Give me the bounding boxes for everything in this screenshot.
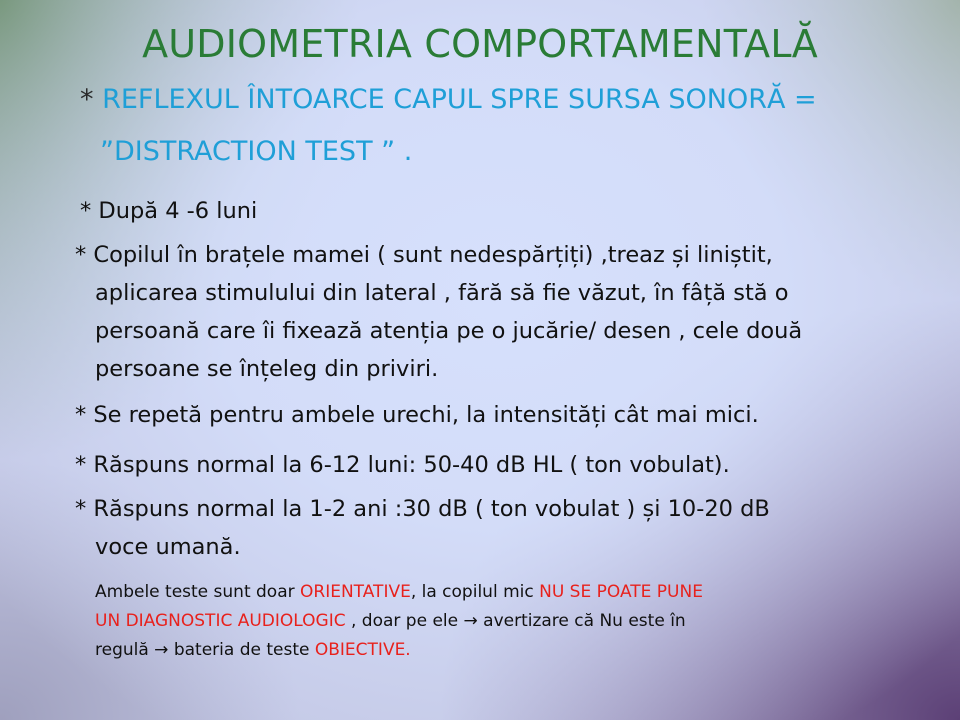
bullet-age [80,192,257,230]
subtitle-line-1 [80,84,817,115]
note-line-2 [95,607,703,636]
bullet-line: voce umană. [95,534,241,560]
bullet-response-6-12 [75,446,730,484]
note-text: , la copilul mic [410,582,540,602]
subtitle-line-2: ”DISTRACTION TEST ” . [100,136,413,167]
note-emphasis-diagnostic: UN DIAGNOSTIC AUDIOLOGIC [95,611,346,631]
note-emphasis-orientative: ORIENTATIVE [300,582,411,602]
bullet-line: * Răspuns normal la 6-12 luni: 50-40 dB HL ( ton vobulat). [75,452,730,478]
bullet-line: * Răspuns normal la 1-2 ani :30 dB ( ton vobulat ) și 10-20 dB [75,496,770,522]
note-paragraph [95,578,703,665]
slide-title: AUDIOMETRIA COMPORTAMENTALĂ [142,22,818,66]
note-text: regulă → bateria de teste [95,640,315,660]
note-emphasis-no-diagnosis: NU SE POATE PUNE [539,582,703,602]
bullet-line: * După 4 -6 luni [80,198,258,224]
subtitle-bullet: * [80,84,103,115]
bullet-line: persoană care îi fixează atenția pe o jucărie/ desen , cele două [95,318,803,344]
bullet-line: persoane se înțeleg din priviri. [95,356,439,382]
bullet-line: * Copilul în brațele mamei ( sunt nedespărțiți) ,treaz și liniștit, [75,242,773,268]
bullet-repeat [75,396,759,434]
note-emphasis-objective: OBIECTIVE. [314,640,411,660]
note-text: Ambele teste sunt doar [95,582,301,602]
subtitle-text-1: REFLEXUL ÎNTOARCE CAPUL SPRE SURSA SONORĂ = [102,84,817,115]
note-line-3 [95,636,703,665]
note-line-1 [95,578,703,607]
bullet-line: * Se repetă pentru ambele urechi, la intensități cât mai mici. [75,402,759,428]
bullet-response-1-2 [75,490,770,566]
bullet-procedure [75,236,802,388]
note-text: , doar pe ele → avertizare că Nu este în [345,611,686,631]
bullet-line: aplicarea stimulului din lateral , fără să fie văzut, în fâță stă o [95,280,789,306]
